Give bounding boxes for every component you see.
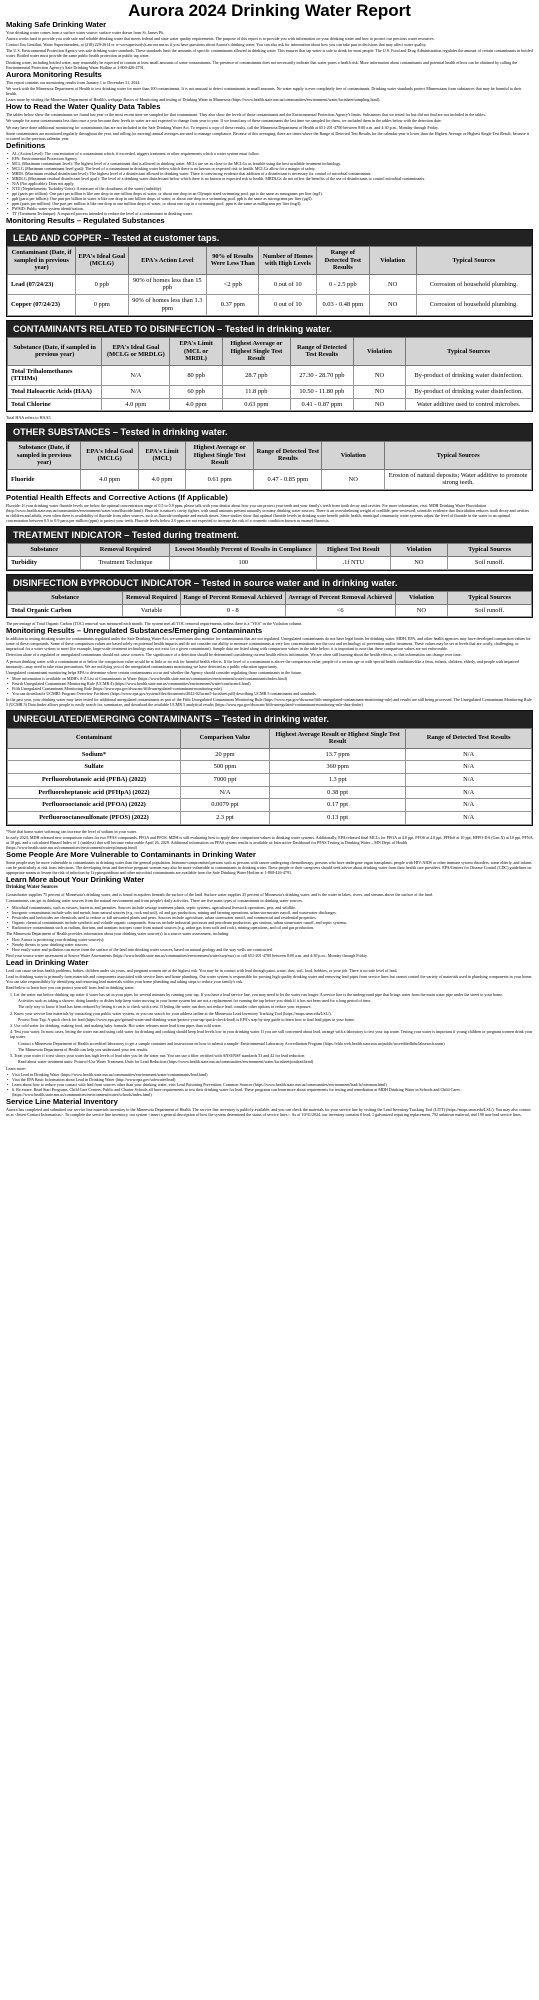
- table-cell: 1.3 ppt: [269, 774, 405, 787]
- column-header: EPA's Action Level: [128, 247, 207, 275]
- table-cell: 7000 ppt: [180, 774, 269, 787]
- paragraph: Groundwater supplies 75 percent of Minnesota's drinking water, and is found in aquifers beneath the surface of the land. Surface water supplies 25 percent of Minnesota's drinking water, and is the water in lakes, rivers, and streams above the surface of the land.: [6, 892, 433, 898]
- definition-item: • ppm (parts per million): One part per million is like one drop in one million drops of water, or about one cup in a swimming pool. ppm is the same as milligrams per liter (mg/l).: [6, 201, 533, 206]
- byproduct-table-box: [6, 574, 533, 619]
- other-substances-table: [7, 441, 532, 490]
- other-substances-header: OTHER SUBSTANCES – Tested in drinking water.: [7, 424, 532, 441]
- column-header: Typical Sources: [448, 592, 532, 605]
- table-cell: Perfluorobutanoic acid (PFBA) (2022): [8, 774, 181, 787]
- definition-item: • MRDLG (Maximum residual disinfectant level goal): The level of a drinking water disinfectant below which there is no known or expected risk to health. MRDLGs do not reflect the benefits of the use of disinfectants to control microbial contaminants.: [6, 176, 533, 181]
- table-cell: Corrosion of household plumbing.: [416, 274, 531, 294]
- column-header: Contaminant (Date, if sampled in previous year): [8, 247, 76, 275]
- service-line-section: [6, 1098, 533, 1117]
- health-effects-heading: Potential Health Effects and Corrective Actions (If Applicable): [6, 493, 228, 503]
- mdh-list: [6, 937, 533, 952]
- service-line-heading: Service Line Material Inventory: [6, 1096, 118, 1106]
- column-header: EPA's Ideal Goal (MCLG or MRDLG): [102, 338, 170, 366]
- vulnerable-heading: Some People Are More Vulnerable to Contaminants in Drinking Water: [6, 850, 256, 860]
- table-cell: Lead (07/24/23): [8, 274, 76, 294]
- paragraph: A person drinking water with a contaminant at or below the comparison value would be at little or no risk for harmful health effects. If the level of a contaminant is above the comparison value, people of a certain age or with special health conditions-like a fetus, infants, children, elderly, and people with impaired immunity—may need to take extra precautions. We are notifying you of the unregulated contaminants monitoring we have detected as a public education opportunity.: [6, 658, 519, 669]
- table-cell: 90% of homes less than 15 ppb: [128, 274, 207, 294]
- table-header-row: [8, 338, 532, 366]
- table-cell: 60 ppb: [170, 386, 222, 399]
- table-row: [8, 398, 532, 411]
- paragraph: Aurora has completed and submitted our service line materials inventory to the Minnesota Department of Health. The service line inventory is publicly available, and you can check the materials for your service line by visiting the Lead Inventory Tracking Tool (LITT) (https://maps.umn.edu/LSL/). You may also contact us at <Insert Contact Information>. To complete the service line inventory, our system <insert a general description of how the system determined the status of service lines>. As of 10/31/2024, our inventory contains 0 lead, 1 galvanized requiring replacement, 792 unknown material, and 190 non-lead service lines.: [6, 1106, 531, 1117]
- column-header: Number of Homes with High Levels: [259, 247, 317, 275]
- table-cell: 0 - 8: [180, 604, 285, 617]
- lead-step-detail[interactable]: Contact a Minnesota Department of Health accredited laboratory to get a sample container and instructions on how to submit a sample: Environmental Laboratory Accreditation Program (https://eldo.web.health.state.mn.us/public/accreditedlabs/labsearch.seam): [18, 1040, 445, 1046]
- unregulated-links-list: [6, 676, 533, 696]
- paragraph: Some contaminants are monitored regularly throughout the year, and rolling (or moving) annual averages are used to manage compliance. Because of this averaging, there are times where the Range of Detected Test Results for the calendar year is lower than the Highest Average or Highest Single Test Result, because it occurred in the previous calendar year.: [6, 131, 529, 142]
- column-header: Substance: [8, 592, 123, 605]
- paragraph: Contaminants can get in drinking water sources from the natural environment and from people's daily activities. There are five main types of contaminants in drinking water sources.: [6, 898, 303, 904]
- table-row: [8, 556, 532, 569]
- table-cell: 10.50 - 11.80 ppb: [290, 386, 353, 399]
- column-header: Typical Sources: [385, 442, 532, 470]
- table-cell: 0 out of 10: [259, 295, 317, 315]
- paragraph: In early 2024, MDH released new comparison values for two PFAS compounds, PFOA and PFOS. MDH is still evaluating how to apply these comparison values to drinking water systems. Additionally, EPA released final MCLs for PFOA at 4.0 ppt, PFOS at 4.0 ppt, PFHxS at 10 ppt, HFPO-DA (Gen X) at 10 ppt, PFNA at 10 ppt, and a calculated Hazard Index of 1 (unitless) that will become enforceable April 26, 2029. Additional information on PFAS system results is available at: Interactive Dashboard for PFAS Testing in Drinking Water – MN Dept. of Health (https://www.health.state.mn.us/communities/environment/water/pfasmap.html): [6, 834, 533, 850]
- column-header: Violation: [395, 592, 447, 605]
- disinfection-table-box: [6, 320, 533, 413]
- table-cell: Perfluorooctanesulfonate (PFOS) (2022): [8, 812, 181, 825]
- column-header: Typical Sources: [448, 544, 532, 557]
- table-cell: 0.0079 ppt: [180, 799, 269, 812]
- table-cell: Turbidity: [8, 556, 81, 569]
- byproduct-header: DISINFECTION BYPRODUCT INDICATOR – Tested in source water and in drinking water.: [7, 575, 532, 592]
- paragraph: The tables below show the contaminants we found last year or the most recent time we sampled for that contaminant. They also show the levels of those contaminants and the Environmental Protection Agency's limits. Substances that we tested for but did not find are not included in the tables.: [6, 112, 486, 118]
- column-header: EPA's Limit (MCL): [138, 442, 185, 470]
- table-cell: 0 - 2.5 ppb: [317, 274, 369, 294]
- table-cell: N/A: [406, 761, 532, 774]
- table-cell: Perfluoroheptanoic acid (PFHpA) (2022): [8, 786, 181, 799]
- lead-step-detail[interactable]: Read about water treatment units: Point-of-Use Water Treatment Units for Lead Reduction (https://www.health.state.mn.us/communities/environment/water/factsheet/poulead.html): [18, 1059, 314, 1065]
- sodium-note: *Note that home water softening can increase the level of sodium in your water.: [6, 828, 137, 834]
- definitions-section: [6, 142, 533, 216]
- table-cell: 0.13 ppt: [269, 812, 405, 825]
- paragraph: In addition to testing drinking water for contaminants regulated under the Safe Drinking Water Act, we sometimes also monitor for contaminants that are not regulated. Unregulated contaminants do not have legal limits for drinking water. MDH, EPA, and other health agencies may have developed comparison values for some of these compounds. Some of these comparison values are based solely on potential health impacts and do not consider our ability to measure contaminants at very low concentrations nor the cost and technology of prevention and/or treatment. These values may be set at levels that are costly, challenging, or impractical for a water system to meet (for example, large-scale treatment technology may not exist for a given contaminant). Sample data are listed along with comparison values in the table below; it is important to note that these comparison values are not enforceable.: [6, 636, 531, 652]
- list-item: • Radioactive contaminants such as radium, thorium, and uranium isotopes come from natural sources (e.g. radon gas from soils and rock), mining operations, and oil and gas production.: [6, 925, 533, 930]
- paragraph: The Minnesota Department of Health provides information about your drinking water source(s) in a source water assessment, including:: [6, 930, 230, 936]
- column-header: Violation: [322, 442, 385, 470]
- lead-step: 1. Let the water run before drinking tap water if water has sat in your pipes for several minutes by running your tap. If you have a lead service line, you may need to let the water run longer. A service line is the underground pipe that brings water from the main water pipe under the street to your home.: [10, 991, 504, 997]
- table-cell: Perfluorooctanoic acid (PFOA) (2022): [8, 799, 181, 812]
- column-header: EPA's Limit (MCL or MRDL): [170, 338, 222, 366]
- table-cell: N/A: [406, 774, 532, 787]
- paragraph: The U.S. Environmental Protection Agency sets safe drinking water standards. These standards limit the amounts of specific contaminants allowed in drinking water. This ensures that tap water is safe to drink for most people. The U.S. Food and Drug Administration regulates the amount of certain contaminants in bottled water. Bottled water must provide the same public health protection as public tap water.: [6, 48, 533, 59]
- sources-subheading: Drinking Water Sources: [6, 884, 58, 890]
- table-cell: N/A: [406, 786, 532, 799]
- list-item: • Pesticides and herbicides are chemicals used to reduce or kill unwanted plants and pests. Sources include agriculture, urban stormwater runoff, and commercial and residential properties.: [6, 915, 533, 920]
- table-cell: 500 ppm: [180, 761, 269, 774]
- making-safe-heading: Making Safe Drinking Water: [6, 19, 107, 29]
- table-cell: NO: [369, 274, 416, 294]
- table-cell: Fluoride: [8, 469, 81, 489]
- report-title: Aurora 2024 Drinking Water Report: [128, 1, 411, 20]
- making-safe-section: [6, 21, 533, 70]
- table-cell: N/A: [102, 386, 170, 399]
- column-header: Removal Required: [81, 544, 170, 557]
- table-cell: 4.0 ppm: [81, 469, 139, 489]
- table-cell: .1f NTU: [317, 556, 390, 569]
- table-cell: NO: [390, 556, 448, 569]
- table-row: [8, 748, 532, 761]
- table-cell: 0.17 ppt: [269, 799, 405, 812]
- paragraph: We sample for some contaminants less than once a year because their levels in water are not expected to change from year to year. If we found any of these contaminants the last time we sampled for them, we included them in the tables below with the detection date.: [6, 118, 442, 124]
- column-header: Violation: [390, 544, 448, 557]
- table-cell: N/A: [406, 812, 532, 825]
- lead-heading: Lead in Drinking Water: [6, 958, 89, 968]
- paragraph: We work with the Minnesota Department of Health to test drinking water for more than 100 contaminants. It is not unusual to detect contaminants in small amounts. No water supply is ever completely free of contaminants. Drinking water standards protect Minnesotans from substances that may be harmful to their health.: [6, 85, 522, 96]
- lead-section: [6, 959, 533, 1097]
- table-cell: Corrosion of household plumbing.: [416, 295, 531, 315]
- lead-step-detail: The only way to know if lead has been reduced by letting it run is to check with a test. If letting the water run does not reduce lead, consider other options to reduce your exposure.: [18, 1004, 312, 1010]
- table-cell: Water additive used to control microbes.: [406, 398, 532, 411]
- column-header: Comparison Value: [180, 728, 269, 748]
- table-cell: 90% of homes less than 1.3 ppm: [128, 295, 207, 315]
- table-cell: N/A: [180, 786, 269, 799]
- paragraph: Contact Jim Gentilini, Water Superintendent, at (218) 229-2614 or w-wwsuperisor(s)i.aurora.mn.us if you have questions about Aurora's drinking water. You can also ask for information about how you can take part in decisions that may affect water quality.: [6, 42, 427, 48]
- unregulated-header: UNREGULATED/EMERGING CONTAMINANTS – Tested in drinking water.: [7, 711, 532, 728]
- column-header: Substance: [8, 544, 81, 557]
- table-row: [8, 774, 532, 787]
- paragraph: Find your source water assessment at Source Water Assessments (https://www.health.state.mn.us/communities/environment/water/swp/swa) or call 651-201-4700 between 8:00 a.m. and 4:30 p.m., Monday through Friday.: [6, 952, 368, 958]
- lead-step-detail: The Minnesota Department of Health can help you understand your test results.: [18, 1046, 149, 1052]
- table-cell: Erosion of natural deposits; Water additive to promote strong teeth.: [385, 469, 532, 489]
- how-to-read-section: [6, 103, 533, 141]
- table-row: [8, 812, 532, 825]
- definition-item: • MCL (Maximum contaminant level): The highest level of a contaminant that is allowed in drinking water. MCLs are set as close to the MCLGs as feasible using the best available treatment technology.: [6, 161, 533, 166]
- list-item: • Microbial contaminants, such as viruses, bacteria, and parasites. Sources include sewage treatment plants, septic systems, agricultural livestock operations, pets, and wildlife.: [6, 905, 533, 910]
- definition-item: • N/A (Not applicable): Does not apply.: [6, 181, 533, 186]
- table-cell: NO: [353, 365, 405, 385]
- column-header: Substance (Date, if sampled in previous year): [8, 338, 102, 366]
- table-cell: N/A: [406, 799, 532, 812]
- column-header: Average of Percent Removal Achieved: [285, 592, 395, 605]
- table-cell: NO: [353, 386, 405, 399]
- table-cell: 360 ppm: [269, 761, 405, 774]
- definition-item: • MRDL (Maximum residual disinfectant level): The highest level of a disinfectant allowed in drinking water. There is convincing evidence that addition of a disinfectant is necessary for control of microbial contaminants.: [6, 171, 533, 176]
- lead-step: 4. Test your water. In most cases, letting the water run and using cold water for drinking and cooking should keep lead levels low in your drinking water. If you are still concerned about lead, arrange with a laboratory to test your tap water. Testing your water is important if young children or pregnant women drink your tap water.: [10, 1029, 533, 1040]
- column-header: Highest Test Result: [317, 544, 390, 557]
- table-cell: By-product of drinking water disinfection.: [406, 386, 532, 399]
- disinfection-table: [7, 337, 532, 411]
- table-cell: 0 out of 10: [259, 274, 317, 294]
- column-header: Range of Detected Test Results: [317, 247, 369, 275]
- table-cell: Variable: [123, 604, 181, 617]
- list-item: • How easily water and pollution can move from the surface of the land into drinking water sources, based on natural geology and the way wells are constructed.: [6, 947, 533, 952]
- treatment-table: [7, 543, 532, 569]
- list-item: • Nearby threats to your drinking water sources;: [6, 942, 533, 947]
- treatment-header: TREATMENT INDICATOR – Tested during treatment.: [7, 527, 532, 544]
- table-cell: NO: [395, 604, 447, 617]
- table-cell: Sodium*: [8, 748, 181, 761]
- column-header: Typical Sources: [406, 338, 532, 366]
- regulated-heading: Monitoring Results – Regulated Substances: [6, 215, 165, 225]
- table-cell: Soil runoff.: [448, 556, 532, 569]
- column-header: Lowest Monthly Percent of Results in Compliance: [170, 544, 317, 557]
- definitions-heading: Definitions: [6, 141, 46, 151]
- other-substances-table-box: [6, 423, 533, 491]
- table-header-row: [8, 728, 532, 748]
- column-header: Range of Detected Test Results: [254, 442, 322, 470]
- lead-step: 2. Know your service line materials by contacting your public water system, or you can search for your address online at the Minnesota Lead Inventory Tracking Tool (https://maps.umn.edu/LSL/).: [10, 1010, 332, 1016]
- table-cell: 4.0 ppm: [102, 398, 170, 411]
- column-header: 90% of Results Were Less Than: [207, 247, 259, 275]
- table-cell: 0.37 ppm: [207, 295, 259, 315]
- table-row: [8, 365, 532, 385]
- learn-more-section: [6, 876, 533, 958]
- table-cell: 80 ppb: [170, 365, 222, 385]
- table-row: [8, 604, 532, 617]
- table-header-row: [8, 247, 532, 275]
- column-header: Highest Average or Highest Single Test Result: [186, 442, 254, 470]
- table-cell: 0 ppb: [76, 274, 128, 294]
- definitions-list: [6, 151, 533, 216]
- unregulated-text-section: [6, 627, 533, 707]
- link-item[interactable]: • Learn about how to reduce your contact with lead from sources other than your drinking water, visit Lead Poisoning Prevention: Common Sources (https://www.health.state.mn.us/communities/environment/lead/fs/common.html): [6, 1082, 533, 1087]
- paragraph: Some people may be more vulnerable to contaminants in drinking water than the general population. Immuno-compromised persons such as persons with cancer undergoing chemotherapy, persons who have undergone organ transplants, people with HIV/AIDS or other immune system disorders, some elderly, and infants can be particularly at risk from infections. The developing fetus and therefore pregnant women may also be more vulnerable to contaminants in drinking water. These people or their caregivers should seek advice about drinking water from their health care providers. EPA/Centers for Disease Control (CDC) guidelines on appropriate means to lessen the risk of infection by Cryptosporidium and other microbial contaminants are available from the Safe Drinking Water Hotline at 1-800-426-4791.: [6, 859, 532, 875]
- unregulated-table-box: [6, 710, 533, 826]
- table-row: [8, 799, 532, 812]
- list-item: • Organic chemical contaminants include synthetic and volatile organic compounds. Sources include industrial processes and petroleum production, gas stations, urban stormwater runoff, and septic systems.: [6, 920, 533, 925]
- table-cell: By-product of drinking water disinfection.: [406, 365, 532, 385]
- table-cell: 13.7 ppm: [269, 748, 405, 761]
- table-row: [8, 295, 532, 315]
- table-row: [8, 786, 532, 799]
- definition-item: • EPA: Environmental Protection Agency: [6, 156, 533, 161]
- column-header: Highest Average or Highest Single Test Result: [222, 338, 290, 366]
- toc-note: The percentage of Total Organic Carbon (TOC) removal was measured each month. The system met all TOC removal requirements, unless there is a "YES" in the Violation column.: [6, 621, 303, 627]
- paragraph: Drinking water, including bottled water, may reasonably be expected to contain at least small amounts of some contaminants. The presence of contaminants does not necessarily indicate that water poses a health risk. More information about contaminants and potential health effects can be obtained by calling the Environmental Protection Agency's Safe Drinking Water Hotline at 1-800-426-4791.: [6, 59, 518, 70]
- table-cell: 4.0 ppm: [170, 398, 222, 411]
- paragraph: This report contains our monitoring results from January 1 to December 31, 2024.: [6, 79, 141, 85]
- table-cell: 28.7 ppb: [222, 365, 290, 385]
- definition-item: • ppb (parts per billion): One part per billion in water is like one drop in one billion drops of water, or about one drop in a swimming pool. ppb is the same as micrograms per liter (μg/l).: [6, 196, 533, 201]
- table-cell: 0.41 - 0.87 ppm: [290, 398, 353, 411]
- paragraph: Read below to learn how you can protect yourself from lead in drinking water.: [6, 985, 135, 991]
- table-row: [8, 761, 532, 774]
- column-header: Typical Sources: [416, 247, 531, 275]
- column-header: Range of Detected Test Results: [290, 338, 353, 366]
- paragraph: Aurora works hard to provide you with safe and reliable drinking water that meets federal and state water quality requirements. The purpose of this report is to provide you with information on your drinking water and how to protect our precious water resources.: [6, 35, 435, 41]
- monitoring-section: [6, 71, 533, 102]
- definition-item: • PWSID: Public water system identification.: [6, 206, 533, 211]
- paragraph: Your drinking water comes from a surface water source: surface water drawn from St. James Pit.: [6, 29, 165, 35]
- list-item: • How Aurora is protecting your drinking water source(s);: [6, 937, 533, 942]
- how-to-read-heading: How to Read the Water Quality Data Tables: [6, 102, 161, 112]
- paragraph: Learn more by visiting the Minnesota Department of Health's webpage Basics of Monitoring and testing of Drinking Water in Minnesota (https://www.health.state.mn.us/communities/environment/water/factsheet/sampling.html).: [6, 97, 381, 103]
- table-cell: 4.0 ppm: [138, 469, 185, 489]
- table-cell: Copper (07/24/23): [8, 295, 76, 315]
- lead-copper-table-box: [6, 229, 533, 317]
- definition-item: • AL (Action Level): The concentration of a contaminant which, if exceeded, triggers treatment or other requirements which a water system must follow.: [6, 151, 533, 156]
- definition-item: • ppt (parts per trillion): One part per trillion is like one drop in one trillion drops of water, or about one drop in an Olympic sized swimming pool. ppt is the same as nanograms per liter (ng/l).: [6, 191, 533, 196]
- table-cell: N/A: [102, 365, 170, 385]
- learn-more-label: Learn more:: [6, 1065, 27, 1071]
- table-cell: Total Chlorine: [8, 398, 102, 411]
- table-cell: 11.8 ppb: [222, 386, 290, 399]
- table-cell: <2 ppb: [207, 274, 259, 294]
- table-cell: Sulfate: [8, 761, 181, 774]
- table-cell: Total Haloacetic Acids (HAA): [8, 386, 102, 399]
- table-cell: 27.30 - 28.70 ppb: [290, 365, 353, 385]
- table-cell: 2.3 ppt: [180, 812, 269, 825]
- unregulated-heading: Monitoring Results – Unregulated Substances/Emerging Contaminants: [6, 626, 263, 636]
- link-item[interactable]: • More information is available on MDH's A-Z List of Contaminants in Water (https://www.health.state.mn.us/communities/environment/water/contaminants/index.html): [6, 676, 533, 681]
- byproduct-table: [7, 591, 532, 617]
- table-cell: N/A: [406, 748, 532, 761]
- table-row: [8, 469, 532, 489]
- vulnerable-section: [6, 851, 533, 875]
- table-cell: 0.38 ppt: [269, 786, 405, 799]
- paragraph: Detection alone of a regulated or unregulated contaminant should not cause concern. The significance of a detection should be determined considering current health effects information. We are often still learning about the health effects, so this information can change over time.: [6, 652, 462, 658]
- list-item: • Inorganic contaminants include salts and metals from natural sources (e.g. rock and soil), oil and gas production, mining and farming operations, urban stormwater runoff, and wastewater discharges.: [6, 910, 533, 915]
- treatment-table-box: [6, 526, 533, 571]
- column-header: Range of Percent Removal Achieved: [180, 592, 285, 605]
- link-item[interactable]: • You can download a UCMR5 Program Overview Factsheet (https://www.epa.gov/system/files/documents/2022-02/ucmr5-factsheet.pdf) describing UCMR 5 contaminants and standards.: [6, 691, 533, 696]
- table-header-row: [8, 442, 532, 470]
- link-item[interactable]: • Visit Lead in Drinking Water (https://www.health.state.mn.us/communities/environment/water/contaminants/lead.html): [6, 1072, 533, 1077]
- column-header: Removal Required: [123, 592, 181, 605]
- table-header-row: [8, 592, 532, 605]
- table-cell: <6: [285, 604, 395, 617]
- monitoring-heading: Aurora Monitoring Results: [6, 69, 102, 79]
- source-types-list: [6, 905, 533, 930]
- column-header: Range of Detected Test Results: [406, 728, 532, 748]
- paragraph: Fluoride: If your drinking water fluoride levels are below the optimal concentration range of 0.5 to 0.9 ppm, please talk with your dentist about how you can protect your teeth and your family's teeth from tooth decay and cavities. For more information, visit: MDH Drinking Water Fluoridation (http://www.health.state.mn.us/communities/environment/water/com/fluoride.html). Fluoride is nature's cavity fighter, with small amounts present naturally in many drinking water sources. There is an overwhelming weight of credible, peer-reviewed, scientific evidence that fluoridation reduces tooth decay and cavities in children and adults, even when there is availability of fluoride from other sources, such as fluoride toothpaste and mouth rinses. Since studies show that optimal fluoride levels in drinking water benefit public health, municipal community water systems adjust the level of fluoride in the water to an optimal concentration between 0.5 to 0.9 parts per million (ppm) to protect your teeth. Fluoride levels below 2.0 ppm are not expected to increase the risk of a cosmetic condition known as enamel fluorosis.: [6, 502, 530, 523]
- table-cell: 0 ppm: [76, 295, 128, 315]
- lead-step-detail: Activities such as taking a shower, doing laundry or dishes help keep water moving in your home system but are not a replacement for running the tap before you drink if it has not been used for a long period of time.: [18, 997, 372, 1003]
- paragraph: Lead can cause serious health problems, babies, children under six years, and pregnant women are at the highest risk. You may be in contact with lead through paint, water, dust, soil, food, hobbies, or your job. There is no safe level of lead.: [6, 967, 398, 973]
- lead-step: 3. Use cold water for drinking, making food, and making baby formula. Hot water releases more lead from pipes than cold water.: [10, 1023, 222, 1029]
- table-cell: NO: [322, 469, 385, 489]
- paragraph: Lead in drinking water is primarily from materials and components associated with service lines and home plumbing. Our water system is responsible for proving high quality drinking water and removing lead pipes from service lines but cannot control the variety of materials used in plumbing components in your home. You can take responsibility by identifying and removing lead materials within your home plumbing and taking steps to reduce your family's risk.: [6, 974, 533, 985]
- lead-copper-table: [7, 246, 532, 315]
- table-cell: 0.63 ppm: [222, 398, 290, 411]
- lead-links-list: [6, 1072, 533, 1097]
- column-header: Contaminant: [8, 728, 181, 748]
- table-cell: NO: [369, 295, 416, 315]
- table-cell: Treatment Technique: [81, 556, 170, 569]
- column-header: Violation: [369, 247, 416, 275]
- column-header: Highest Average Result or Highest Single Test Result: [269, 728, 405, 748]
- table-header-row: [8, 544, 532, 557]
- column-header: Violation: [353, 338, 405, 366]
- definition-item: • MCLG (Maximum contaminant level goal): The level of a contaminant in drinking water below which there is no known or expected risk to health. MCLGs allow for a margin of safety.: [6, 166, 533, 171]
- link-item[interactable]: • Fifth Unregulated Contaminant Monitoring Rule (https://www.epa.gov/dwucmr/fifth-unregulated-contaminant-monitoring-rule): [6, 686, 533, 691]
- table-cell: 0.03 - 0.48 ppm: [317, 295, 369, 315]
- definition-item: • NTU (Nephelometric Turbidity Units): A measure of the cloudiness of the water (turbidity).: [6, 186, 533, 191]
- table-cell: Soil runoff.: [448, 604, 532, 617]
- table-cell: Total Organic Carbon: [8, 604, 123, 617]
- column-header: EPA's Ideal Goal (MCLG): [76, 247, 128, 275]
- lead-step-detail[interactable]: Protect Your Tap: A quick check for lead (https://www.epa.gov/ground-water-and-drinking-water/protect-your-tap-quick-check-lead) is EPA's step by step guide to learn how to find lead pipes in your home.: [18, 1016, 355, 1022]
- lead-copper-header: LEAD AND COPPER – Tested at customer taps.: [7, 230, 532, 247]
- unregulated-table: [7, 728, 532, 825]
- column-header: Substance (Date, if sampled in previous year): [8, 442, 81, 470]
- learn-more-heading: Learn More about Your Drinking Water: [6, 875, 145, 885]
- link-item[interactable]: • Visit the EPA Basic Information about Lead in Drinking Water (http://www.epa.gov/safewater/lead): [6, 1077, 533, 1082]
- table-cell: Total Trihalomethanes (TTHMs): [8, 365, 102, 385]
- table-row: [8, 386, 532, 399]
- table-cell: 0.61 ppm: [186, 469, 254, 489]
- table-cell: 0.47 - 0.85 ppm: [254, 469, 322, 489]
- health-effects-section: [6, 494, 533, 523]
- table-row: [8, 274, 532, 294]
- table-cell: 20 ppm: [180, 748, 269, 761]
- paragraph: In the past year, your drinking water may have tested for additional unregulated contaminants as part of the Fifth Unregulated Contaminant Monitoring Rule (https://www.epa.gov/dwucmr/fifth-unregulated-contaminant-monitoring-rule) and results are still being processed. The Unregulated Contaminant Monitoring Rule 5 (UCMR 5) Data finder allows people to easily search for, summarize, and download the available UCMR 5 analytical results (https://www.epa.gov/dwucmr/fifth-unregulated-contaminant-monitoring-rule-data-finder): [6, 697, 532, 708]
- link-item[interactable]: • 6. Be aware: Read Start Programs, Child Care Centers, Public and Charter Schools all have requirements to test their drinking water for lead. These programs can learn more about requirements for testing and remediation at MDH Drinking Water in Schools and Child Cares (https://www.health.state.mn.us/communities/environment/water/schools/index.html): [6, 1087, 533, 1097]
- table-cell: NO: [353, 398, 405, 411]
- lead-steps: [6, 992, 533, 1065]
- haa-note: Total HAA refers to HAA5: [6, 415, 51, 421]
- paragraph: Unregulated contaminant monitoring helps EPA to determine where certain contaminants occur and whether the Agency should consider regulating those contaminants in the future.: [6, 669, 302, 675]
- paragraph: We may have done additional monitoring for contaminants that are not included in the Safe Drinking Water Act. To request a copy of these results, call the Minnesota Department of Health at 651-201-4700 between 8:00 a.m. and 4:30 p.m., Monday through Friday.: [6, 124, 439, 130]
- link-item[interactable]: • Fourth Unregulated Contaminant Monitoring Rule (UCMR 4) (https://www.health.state.mn.us/communities/environment/water/com/ucmr4.html): [6, 681, 533, 686]
- disinfection-header: CONTAMINANTS RELATED TO DISINFECTION – Tested in drinking water.: [7, 321, 532, 338]
- lead-step: 5. Treat your water if a test shows your water has high levels of lead after you let the water run. You can use a filter certified with ANSI/NSF standards 53 and 42 for lead reduction: [10, 1053, 305, 1059]
- table-cell: 100: [170, 556, 317, 569]
- column-header: EPA's Ideal Goal (MCLG): [81, 442, 139, 470]
- definition-item: • TT (Treatment Technique): A required process intended to reduce the level of a contaminant in drinking water.: [6, 211, 533, 216]
